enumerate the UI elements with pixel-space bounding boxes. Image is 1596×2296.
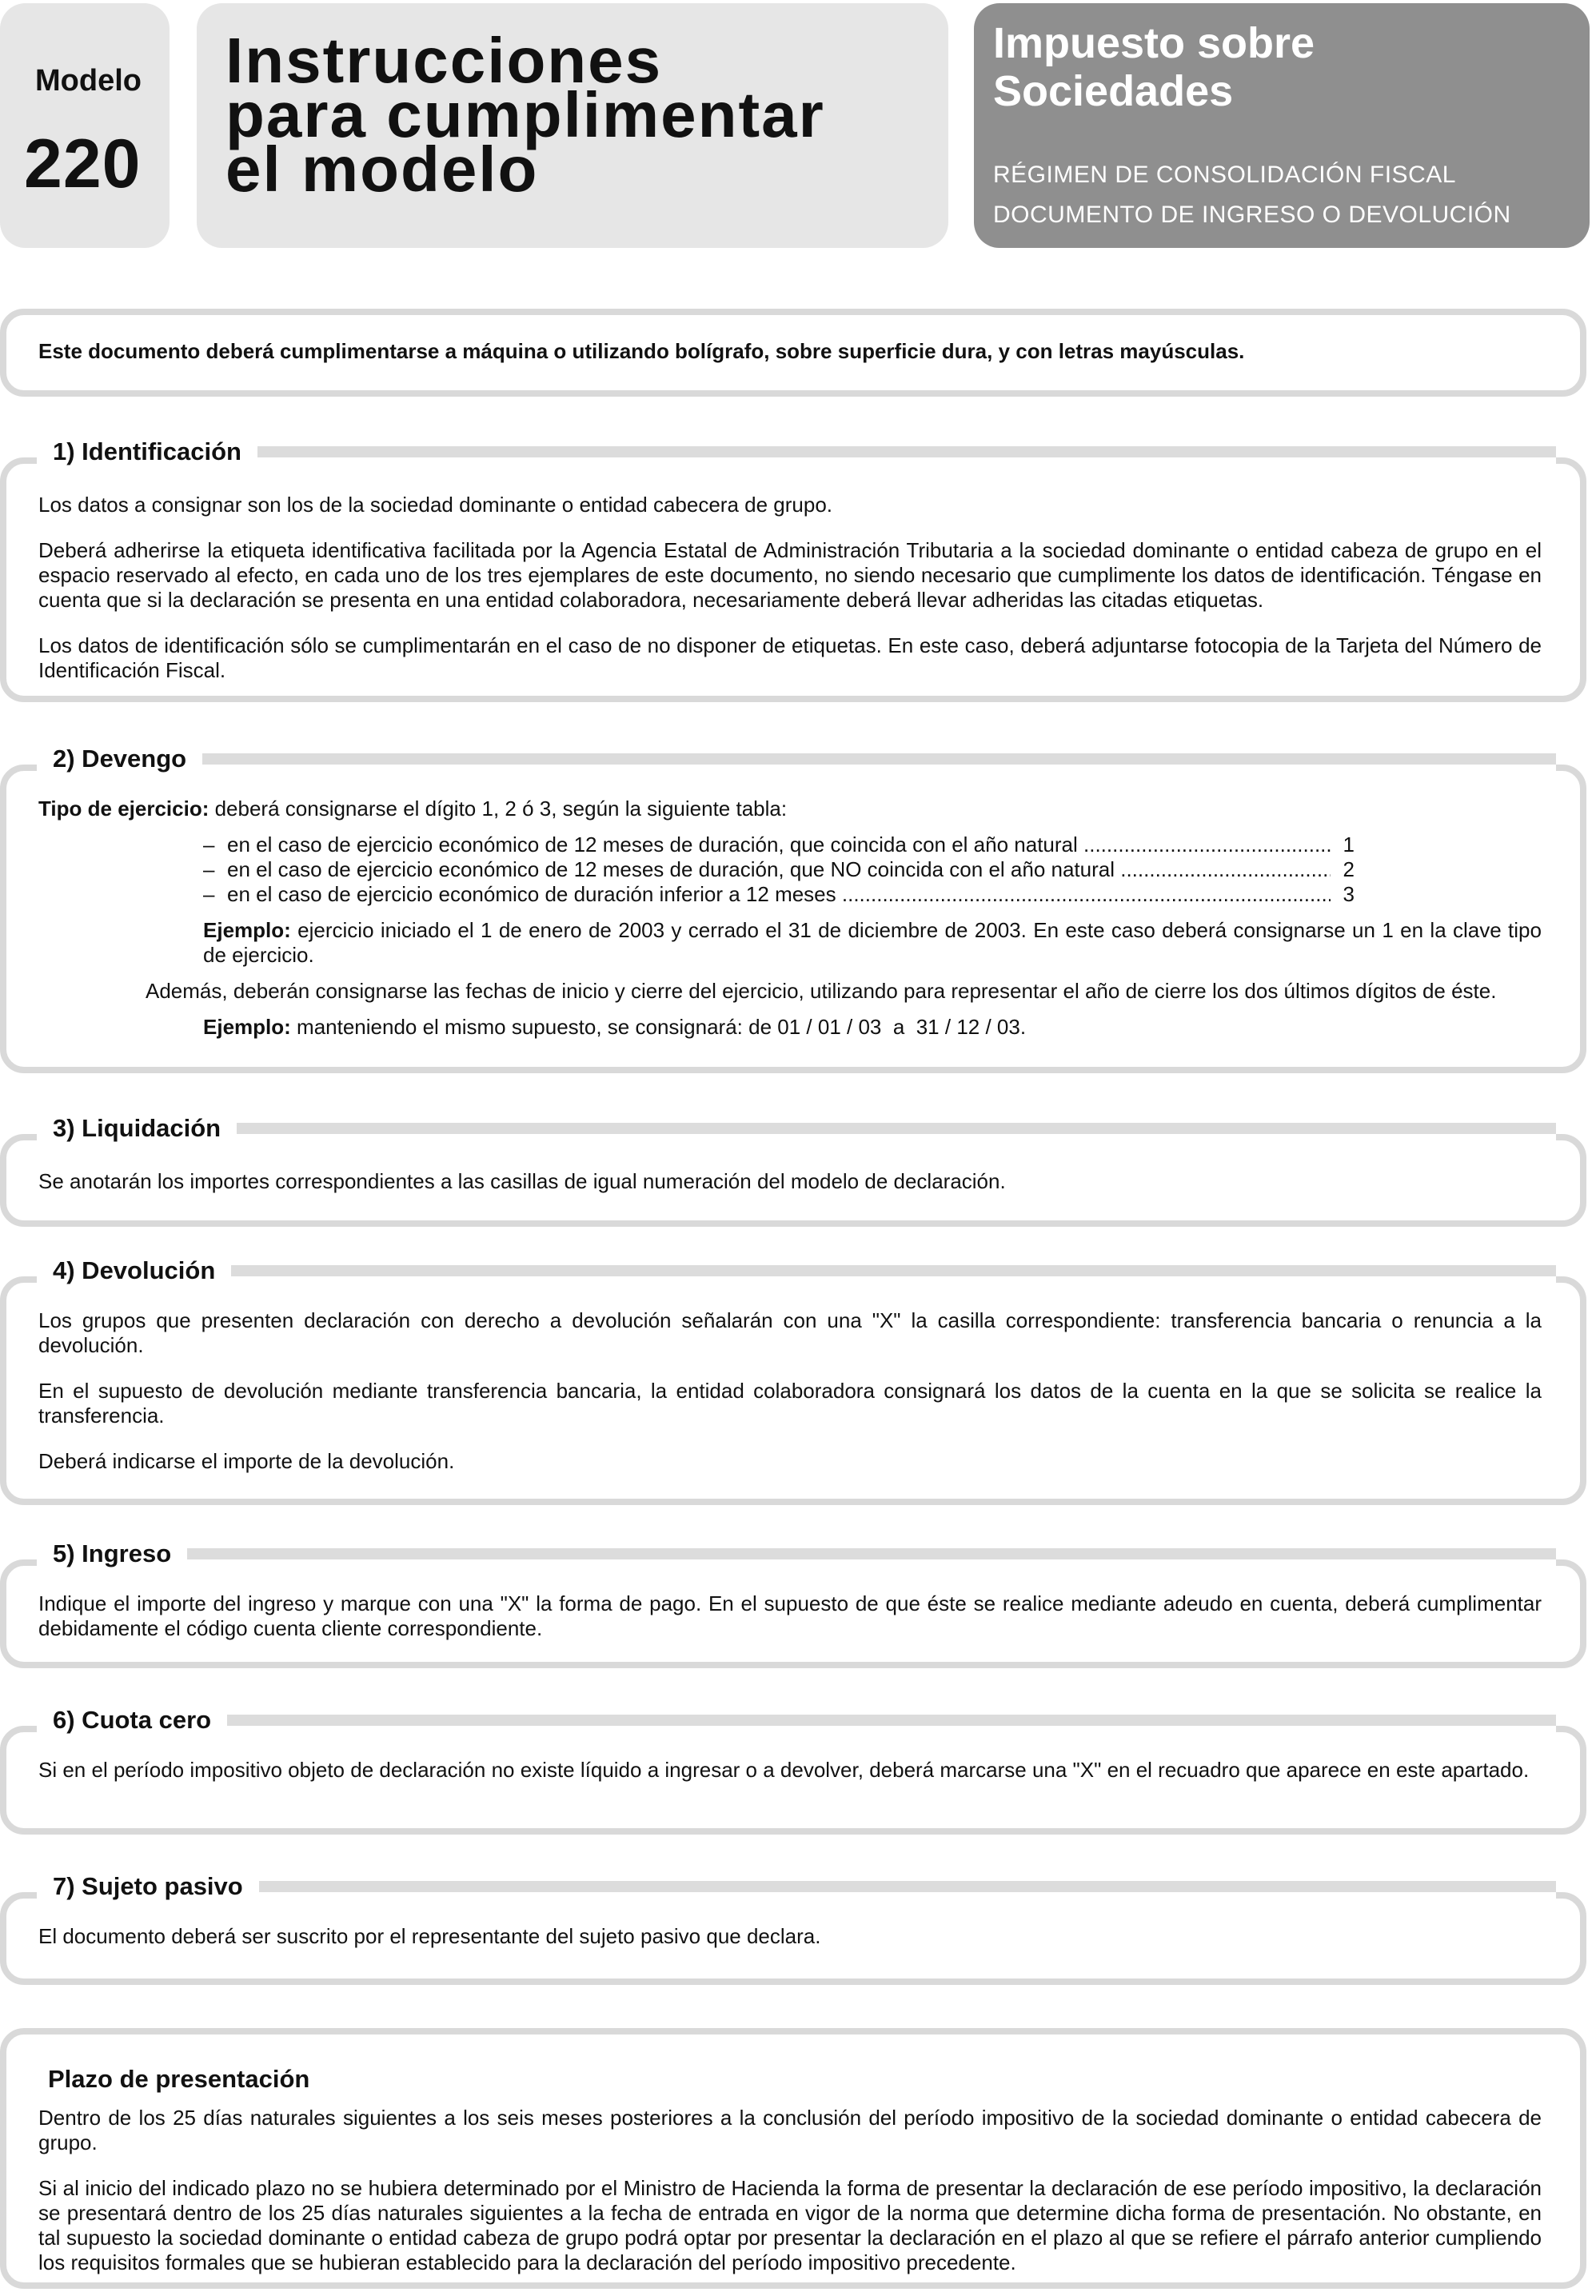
tax-sub-line-1: RÉGIMEN DE CONSOLIDACIÓN FISCAL [993, 162, 1456, 188]
ejemplo-text: ejercicio iniciado el 1 de enero de 2003 y cerrado el 31 de diciembre de 2003. En este caso deberá consignarse un 1 en la clave tipo de ejercicio. [203, 918, 1542, 967]
section-body [38, 2066, 1542, 2296]
ejemplo-text: manteniendo el mismo supuesto, se consignará: de 01 / 01 / 03 a 31 / 12 / 03. [297, 1015, 1027, 1039]
option-row [203, 857, 1355, 882]
option-text: en el caso de ejercicio económico de 12 meses de duración, que coincida con el año natural ..... [227, 833, 1331, 857]
option-number: 2 [1343, 857, 1355, 881]
tax-title-line-1: Impuesto sobre [993, 19, 1315, 67]
ademas-text: Además, deberán consignarse las fechas de inicio y cierre del ejercicio, utilizando para representar el año de cierre los dos últimos dígitos de éste. [146, 979, 1497, 1003]
option-text: en el caso de ejercicio económico de 12 meses de duración, que NO coincida con el año natural ..... [227, 857, 1331, 882]
section-plazo [0, 2028, 1586, 2289]
title-line-1: Instrucciones [225, 25, 663, 96]
tax-subtitle [993, 155, 1511, 235]
tax-title [993, 19, 1315, 115]
section-title: 4) Devolución [37, 1256, 231, 1285]
section-title: 6) Cuota cero [37, 1706, 227, 1735]
section-bar [187, 1548, 1556, 1559]
section-liquidacion [0, 1114, 1586, 1227]
section-ingreso [0, 1539, 1586, 1668]
paragraph: En el supuesto de devolución mediante transferencia bancaria, la entidad colaboradora consignará los datos de la cuenta en la que se solicita se realice la transferencia. [38, 1379, 1542, 1428]
tipo-label: Tipo de ejercicio: [38, 797, 209, 821]
section-identificacion [0, 437, 1586, 702]
page-title [225, 25, 825, 205]
paragraph: Se anotarán los importes correspondientes a las casillas de igual numeración del modelo de declaración. [38, 1169, 1006, 1193]
modelo-label: Modelo [35, 64, 142, 98]
section-body [38, 797, 1542, 1040]
paragraph: Los datos a consignar son los de la sociedad dominante o entidad cabecera de grupo. [38, 493, 833, 517]
section-body [38, 1758, 1542, 1803]
ejemplo-1 [203, 918, 1542, 968]
section-title: 2) Devengo [37, 745, 202, 773]
section-title: 7) Sujeto pasivo [37, 1872, 259, 1901]
paragraph: Si al inicio del indicado plazo no se hubiera determinado por el Ministro de Hacienda la forma de presentar la declaración de ese período impositivo, la declaración se presentará dentro de los 25 días naturales siguientes a la fecha de entrada en vigor de la norma que determine dicha forma de presentación. No obstante, en tal supuesto la sociedad dominante o entidad cabeza de grupo podrá optar por presentar la declaración en el plazo al que se refiere el párrafo anterior cumpliendo los requisitos formales que se hubieran establecido para la declaración del período impositivo precedente. [38, 2176, 1542, 2274]
section-bar [227, 1715, 1556, 1726]
paragraph: Los datos de identificación sólo se cumplimentarán en el caso de no disponer de etiquetas. En este caso, deberá adjuntarse fotocopia de la Tarjeta del Número de Identificación Fiscal. [38, 633, 1542, 682]
section-body [38, 1169, 1542, 1215]
title-line-3: el modelo [225, 134, 539, 205]
notice-box [0, 309, 1586, 397]
option-dash: – [203, 833, 215, 857]
option-number: 1 [1343, 833, 1355, 857]
title-line-2: para cumplimentar [225, 79, 825, 150]
notice-text: Este documento deberá cumplimentarse a máquina o utilizando bolígrafo, sobre superficie dura, y con letras mayúsculas. [38, 339, 1245, 363]
section-devengo [0, 745, 1586, 1073]
section-header [37, 1116, 1556, 1140]
paragraph: Deberá indicarse el importe de la devolución. [38, 1449, 455, 1473]
option-row [203, 882, 1355, 907]
tax-box [974, 3, 1590, 248]
ejemplo-label: Ejemplo: [203, 918, 291, 942]
tax-sub-line-2: DOCUMENTO DE INGRESO O DEVOLUCIÓN [993, 202, 1511, 228]
tipo-text: deberá consignarse el dígito 1, 2 ó 3, según la siguiente tabla: [214, 797, 788, 821]
section-header [37, 1708, 1556, 1732]
section-body [38, 1308, 1542, 1495]
paragraph: Si en el período impositivo objeto de declaración no existe líquido a ingresar o a devolver, deberá marcarse una "X" en el recuadro que aparece en este apartado. [38, 1758, 1530, 1782]
section-header [37, 1872, 1556, 1900]
ejemplo-2 [203, 1015, 1542, 1040]
section-header [37, 1256, 1556, 1284]
paragraph: El documento deberá ser suscrito por el representante del sujeto pasivo que declara. [38, 1924, 821, 1948]
paragraph: Dentro de los 25 días naturales siguientes a los seis meses posteriores a la conclusión del período impositivo de la sociedad dominante o entidad cabecera de grupo. [38, 2106, 1542, 2154]
section-header [37, 437, 1556, 465]
section-bar [237, 1123, 1556, 1134]
section-bar [231, 1265, 1556, 1276]
tipo-line [38, 797, 1542, 821]
section-devolucion [0, 1256, 1586, 1505]
modelo-box [0, 3, 170, 248]
section-title: 3) Liquidación [37, 1114, 237, 1143]
section-cuota-cero [0, 1706, 1586, 1835]
paragraph: Los grupos que presenten declaración con derecho a devolución señalarán con una "X" la casilla correspondiente: transferencia bancaria o renuncia a la devolución. [38, 1308, 1542, 1357]
section-bar [202, 753, 1556, 765]
option-number: 3 [1343, 882, 1355, 906]
section-title: Plazo de presentación [48, 2065, 310, 2093]
section-bar [257, 446, 1556, 457]
title-box [197, 3, 948, 248]
section-bar [259, 1881, 1556, 1892]
options-list [203, 833, 1355, 907]
paragraph: Indique el importe del ingreso y marque con una "X" la forma de pago. En el supuesto de que éste se realice mediante adeudo en cuenta, deberá cumplimentar debidamente el código cuenta cliente correspondiente. [38, 1591, 1542, 1640]
section-header [37, 747, 1556, 771]
option-row [203, 833, 1355, 857]
option-dash: – [203, 857, 215, 881]
section-title: 5) Ingreso [37, 1539, 187, 1568]
section-body [38, 493, 1542, 704]
ejemplo-label: Ejemplo: [203, 1015, 291, 1039]
paragraph: Deberá adherirse la etiqueta identificativa facilitada por la Agencia Estatal de Administración Tributaria a la sociedad dominante o entidad cabeza de grupo en el espacio reservado al efecto, en cada uno de los tres ejemplares de este documento, no siendo necesario que cumplimente los datos de identificación. Téngase en cuenta que si la declaración se presenta en una entidad colaboradora, necesariamente deberá llevar adheridas las citadas etiquetas. [38, 538, 1542, 612]
option-text: en el caso de ejercicio económico de duración inferior a 12 meses ..... [227, 882, 1331, 907]
section-body [38, 1924, 1542, 1970]
option-dash: – [203, 882, 215, 906]
section-sujeto-pasivo [0, 1872, 1586, 1985]
section-title: 1) Identificación [37, 437, 257, 466]
modelo-number: 220 [24, 126, 142, 202]
section-body [38, 1591, 1542, 1662]
tax-title-line-2: Sociedades [993, 67, 1234, 115]
section-header [37, 1539, 1556, 1567]
